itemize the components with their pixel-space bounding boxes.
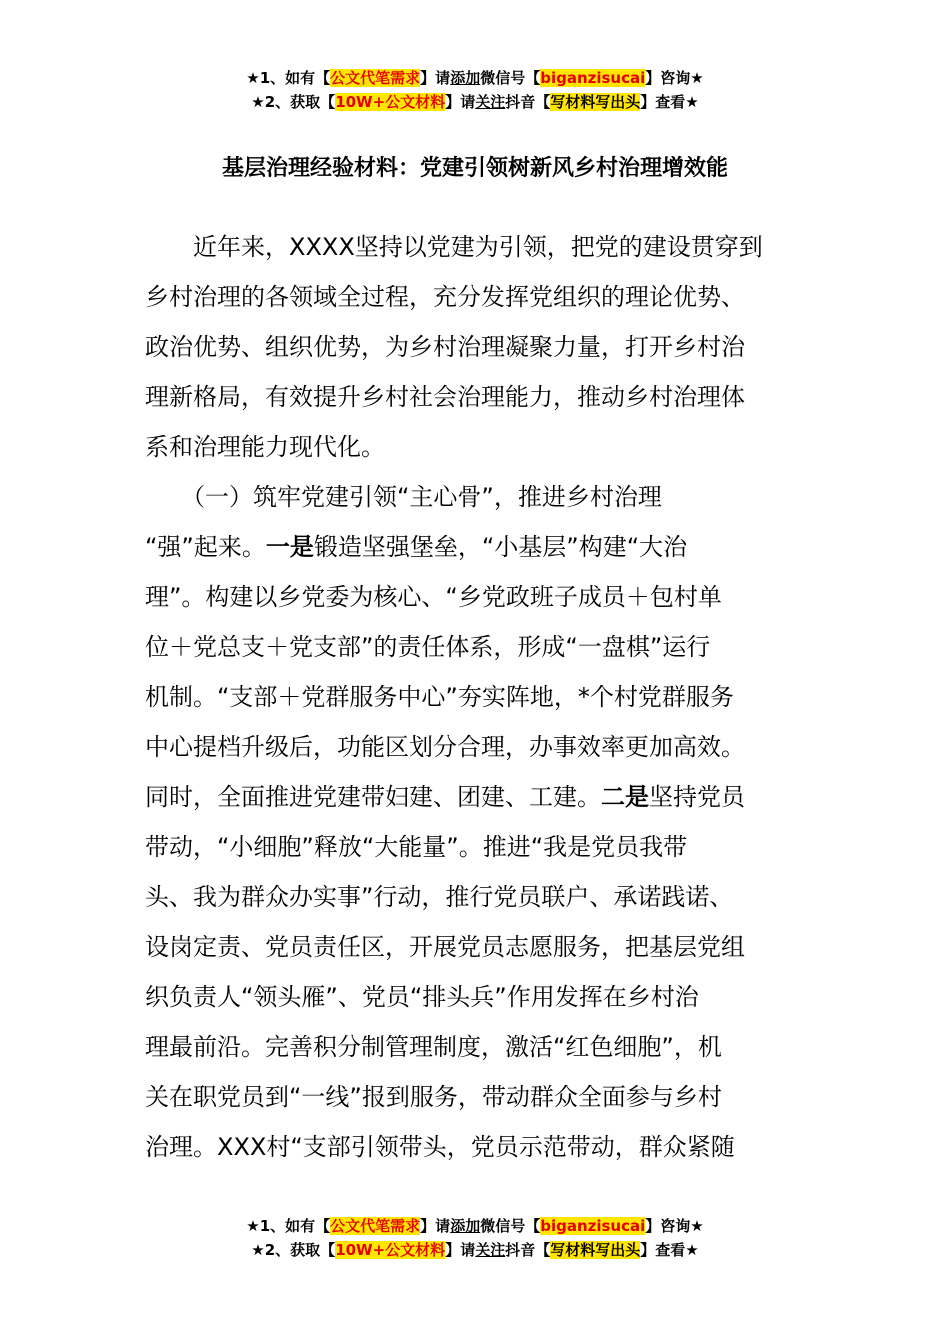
banner-highlight: 10W+公文材料 bbox=[335, 93, 446, 111]
banner-underlined: 关注 bbox=[475, 1241, 506, 1259]
body-line bbox=[145, 772, 809, 822]
banner-highlight: 公文代笔需求 bbox=[330, 69, 421, 87]
body-line: 系和治理能力现代化。 bbox=[145, 433, 385, 461]
banner-text: 】查看★ bbox=[640, 1241, 699, 1259]
banner-text: 微信号【 bbox=[480, 69, 541, 87]
wechat-id: biganzisucai bbox=[540, 1217, 646, 1235]
banner-underlined: 添加 bbox=[450, 1217, 481, 1235]
banner-line-1 bbox=[0, 66, 950, 90]
body-line: 理最前沿。完善积分制管理制度，激活“红色细胞”，机 bbox=[145, 1033, 722, 1061]
text-run: “强”起来。 bbox=[145, 533, 266, 561]
banner-text: 微信号【 bbox=[480, 1217, 541, 1235]
body-line: 头、我为群众办实事”行动，推行党员联户、承诺践诺、 bbox=[145, 883, 734, 911]
douyin-account: 写材料写出头 bbox=[550, 93, 641, 111]
wechat-id: biganzisucai bbox=[540, 69, 646, 87]
document-title: 基层治理经验材料：党建引领树新风乡村治理增效能 bbox=[221, 156, 728, 181]
text-run: 锻造坚强堡垒，“小基层”构建“大治 bbox=[313, 533, 688, 561]
banner-text: 抖音【 bbox=[505, 1241, 551, 1259]
banner-underlined: 关注 bbox=[475, 93, 506, 111]
section-heading: （一）筑牢党建引领“主心骨”，推进乡村治理 bbox=[145, 483, 662, 511]
banner-text: 抖音【 bbox=[505, 93, 551, 111]
banner-line-2 bbox=[0, 1238, 950, 1262]
banner-text: 】查看★ bbox=[640, 93, 699, 111]
body-line: 治理。XXX村“支部引领带头，党员示范带动，群众紧随 bbox=[145, 1133, 735, 1161]
bold-marker: 一是 bbox=[265, 533, 314, 561]
body-line: 带动，“小细胞”释放“大能量”。推进“我是党员我带 bbox=[145, 833, 688, 861]
text-run: 坚持党员 bbox=[649, 783, 745, 811]
footer-banner bbox=[0, 1214, 950, 1262]
banner-text: ★1、如有【 bbox=[246, 69, 331, 87]
banner-text: 】请 bbox=[420, 69, 451, 87]
body-line: 设岗定责、党员责任区，开展党员志愿服务，把基层党组 bbox=[145, 933, 745, 961]
banner-text: 】请 bbox=[420, 1217, 451, 1235]
body-line: 关在职党员到“一线”报到服务，带动群众全面参与乡村 bbox=[145, 1083, 722, 1111]
banner-highlight: 公文代笔需求 bbox=[330, 1217, 421, 1235]
body-line: 位＋党总支＋党支部”的责任体系，形成“一盘棋”运行 bbox=[145, 633, 711, 661]
body-line: 乡村治理的各领域全过程，充分发挥党组织的理论优势、 bbox=[145, 283, 745, 311]
document-body bbox=[145, 222, 809, 1172]
banner-text: 】请 bbox=[445, 1241, 476, 1259]
body-line: 理”。构建以乡党委为核心、“乡党政班子成员＋包村单 bbox=[145, 583, 722, 611]
banner-highlight: 10W+公文材料 bbox=[335, 1241, 446, 1259]
body-line: 中心提档升级后，功能区划分合理，办事效率更加高效。 bbox=[145, 733, 745, 761]
body-line: 政治优势、组织优势，为乡村治理凝聚力量，打开乡村治 bbox=[145, 333, 745, 361]
banner-text: ★2、获取【 bbox=[251, 93, 336, 111]
body-line: 机制。“支部＋党群服务中心”夯实阵地，*个村党群服务 bbox=[145, 683, 734, 711]
header-banner bbox=[0, 66, 950, 114]
banner-line-2 bbox=[0, 90, 950, 114]
douyin-account: 写材料写出头 bbox=[550, 1241, 641, 1259]
banner-text: 】请 bbox=[445, 93, 476, 111]
bold-marker: 二是 bbox=[601, 783, 649, 811]
banner-line-1 bbox=[0, 1214, 950, 1238]
body-line: 理新格局，有效提升乡村社会治理能力，推动乡村治理体 bbox=[145, 383, 745, 411]
banner-text: ★2、获取【 bbox=[251, 1241, 336, 1259]
banner-text: 】咨询★ bbox=[645, 69, 704, 87]
body-line: 织负责人“领头雁”、党员“排头兵”作用发挥在乡村治 bbox=[145, 983, 699, 1011]
banner-text: 】咨询★ bbox=[645, 1217, 704, 1235]
text-run: 同时，全面推进党建带妇建、团建、工建。 bbox=[145, 783, 601, 811]
banner-text: ★1、如有【 bbox=[246, 1217, 331, 1235]
banner-underlined: 添加 bbox=[450, 69, 481, 87]
body-line bbox=[145, 522, 809, 572]
body-line: 近年来，XXXX坚持以党建为引领，把党的建设贯穿到 bbox=[145, 233, 763, 261]
